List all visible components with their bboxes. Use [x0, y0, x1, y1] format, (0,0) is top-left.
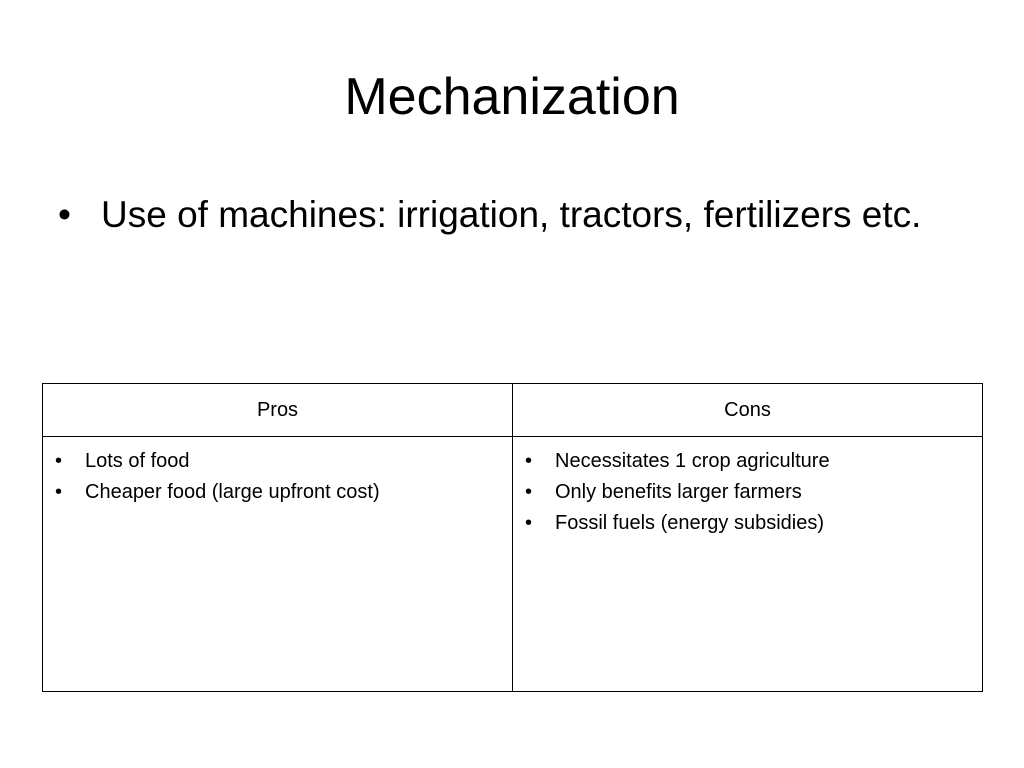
table-header-row: [43, 384, 983, 437]
pros-list-item: [43, 477, 512, 508]
bullet-icon: •: [58, 194, 71, 235]
main-bullet-list: [58, 188, 978, 241]
cons-list: [513, 446, 982, 539]
pros-list-item: [43, 446, 512, 477]
cons-item-text: Fossil fuels (energy subsidies): [555, 512, 824, 534]
cons-cell: [513, 437, 983, 692]
bullet-icon: •: [525, 481, 533, 503]
pros-item-text: Lots of food: [85, 450, 190, 472]
bullet-icon: •: [525, 512, 533, 534]
cons-list-item: [513, 446, 982, 477]
cons-header: Cons: [513, 384, 983, 437]
pros-list: [43, 446, 512, 508]
main-bullet-text: Use of machines: irrigation, tractors, fertilizers etc.: [101, 194, 922, 235]
main-bullet-item: [58, 188, 978, 241]
cons-item-text: Necessitates 1 crop agriculture: [555, 450, 830, 472]
pros-item-text: Cheaper food (large upfront cost): [85, 481, 380, 503]
table-row: [43, 437, 983, 692]
cons-item-text: Only benefits larger farmers: [555, 481, 802, 503]
pros-header: Pros: [43, 384, 513, 437]
bullet-icon: •: [55, 450, 63, 472]
cons-list-item: [513, 508, 982, 539]
pros-cell: [43, 437, 513, 692]
bullet-icon: •: [525, 450, 533, 472]
pros-cons-table: [42, 383, 983, 692]
bullet-icon: •: [55, 481, 63, 503]
slide-title: Mechanization: [344, 68, 680, 126]
cons-list-item: [513, 477, 982, 508]
